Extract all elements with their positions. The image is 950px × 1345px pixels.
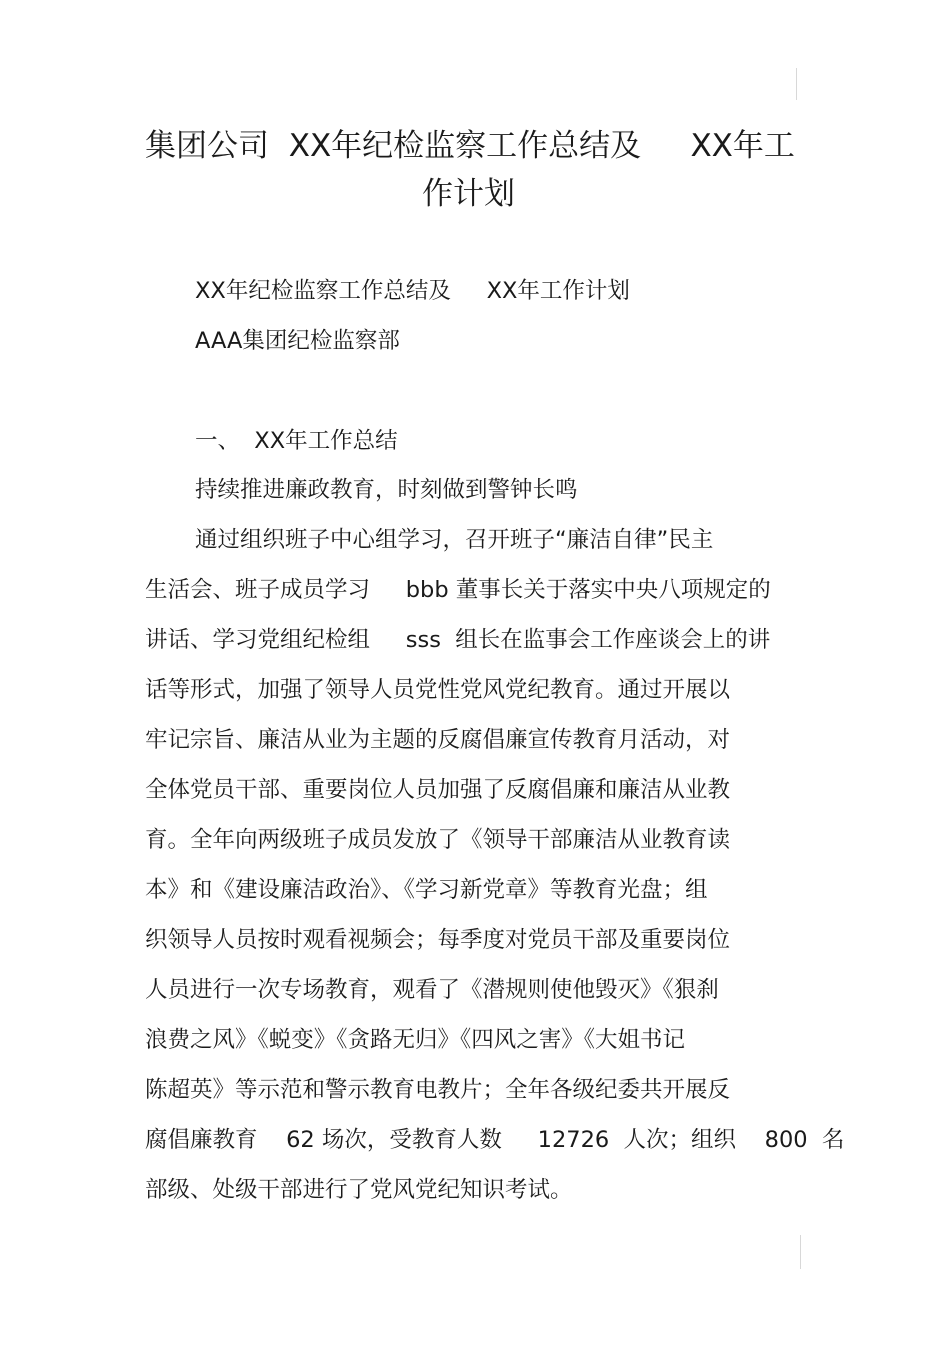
- document-title-line-2: 作计划: [422, 176, 515, 212]
- paragraph-line: 本》和《建设廉洁政治》、《学习新党章》等教育光盘；组: [145, 877, 708, 903]
- paragraph-line: 浪费之风》《蜕变》《贪路无归》《四风之害》《大姐书记: [145, 1027, 686, 1053]
- paragraph-line: 陈超英》等示范和警示教育电教片；全年各级纪委共开展反: [145, 1077, 731, 1103]
- paragraph-line: 通过组织班子中心组学习，召开班子“廉洁自律”民主: [195, 527, 714, 553]
- section-heading: 一、 XX年工作总结: [195, 428, 398, 454]
- document-title-line-1: 集团公司 XX年纪检监察工作总结及 XX年工: [145, 128, 795, 164]
- paragraph-line: 部级、处级干部进行了党风党纪知识考试。: [145, 1177, 573, 1203]
- top-right-margin-mark: [796, 68, 797, 100]
- organization-name: AAA集团纪检监察部: [195, 328, 400, 354]
- paragraph-line: 话等形式，加强了领导人员党性党风党纪教育。通过开展以: [145, 677, 731, 703]
- document-subtitle: XX年纪检监察工作总结及 XX年工作计划: [195, 278, 630, 304]
- paragraph-line: 全体党员干部、重要岗位人员加强了反腐倡廉和廉洁从业教: [145, 777, 731, 803]
- bottom-right-margin-mark: [800, 1235, 801, 1269]
- paragraph-line: 讲话、学习党组纪检组 sss 组长在监事会工作座谈会上的讲: [145, 627, 771, 653]
- subsection-heading: 持续推进廉政教育，时刻做到警钟长鸣: [195, 477, 578, 503]
- paragraph-line: 牢记宗旨、廉洁从业为主题的反腐倡廉宣传教育月活动，对: [145, 727, 731, 753]
- paragraph-line: 人员进行一次专场教育，观看了《潜规则使他毁灭》《狠刹: [145, 977, 719, 1003]
- paragraph-line: 腐倡廉教育 62 场次，受教育人数 12726 人次；组织 800 名: [145, 1127, 845, 1153]
- paragraph-line: 育。全年向两级班子成员发放了《领导干部廉洁从业教育读: [145, 827, 731, 853]
- paragraph-line: 生活会、班子成员学习 bbb 董事长关于落实中央八项规定的: [145, 577, 771, 603]
- paragraph-line: 织领导人员按时观看视频会；每季度对党员干部及重要岗位: [145, 927, 731, 953]
